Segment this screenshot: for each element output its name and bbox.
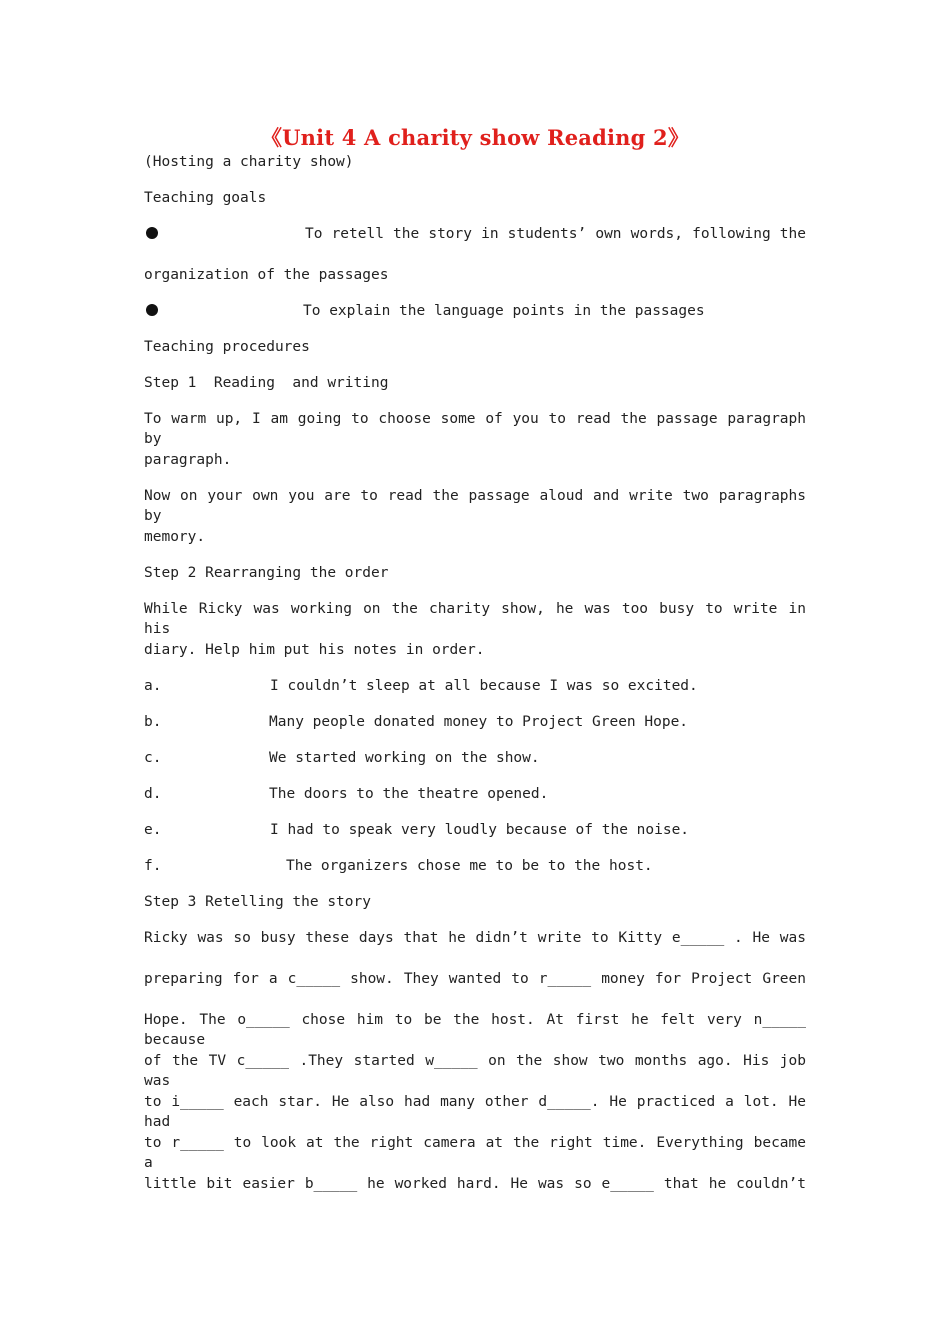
item-letter: d. <box>144 786 162 802</box>
teaching-goals-heading: Teaching goals <box>144 190 267 206</box>
goal-2: To explain the language points in the passages <box>303 303 705 319</box>
retell-line: preparing for a c_____ show. They wanted to r_____ money for Project Green <box>144 971 806 987</box>
teaching-procedures-heading: Teaching procedures <box>144 339 310 355</box>
item-letter: b. <box>144 714 162 730</box>
goal-1-line-1: To retell the story in students’ own words, following the <box>305 226 806 242</box>
bullet-icon <box>146 304 158 316</box>
step-3-heading: Step 3 Retelling the story <box>144 894 371 910</box>
item-text: I couldn’t sleep at all because I was so excited. <box>270 678 698 694</box>
step-2-heading: Step 2 Rearranging the order <box>144 565 389 581</box>
bullet-icon <box>146 227 158 239</box>
item-text: We started working on the show. <box>269 750 540 766</box>
step-1-heading: Step 1 Reading and writing <box>144 375 389 391</box>
item-text: The doors to the theatre opened. <box>269 786 549 802</box>
retell-line: to r_____ to look at the right camera at the right time. Everything became a <box>144 1135 806 1171</box>
item-text: The organizers chose me to be to the host. <box>286 858 653 874</box>
item-letter: f. <box>144 858 162 874</box>
retell-line: Ricky was so busy these days that he didn’t write to Kitty e_____ . He was <box>144 930 806 946</box>
retell-line: to i_____ each star. He also had many other d_____. He practiced a lot. He had <box>144 1094 806 1130</box>
step-1-paragraph-1-line-2: paragraph. <box>144 452 232 468</box>
item-letter: a. <box>144 678 162 694</box>
retell-line: of the TV c_____ .They started w_____ on the show two months ago. His job was <box>144 1053 806 1089</box>
retell-line: little bit easier b_____ he worked hard. He was so e_____ that he couldn’t <box>144 1176 806 1192</box>
item-text: Many people donated money to Project Green Hope. <box>269 714 689 730</box>
subtitle: (Hosting a charity show) <box>144 154 354 170</box>
step-2-intro-line-2: diary. Help him put his notes in order. <box>144 642 485 658</box>
item-text: I had to speak very loudly because of the noise. <box>270 822 690 838</box>
step-1-paragraph-2-line-1: Now on your own you are to read the passage aloud and write two paragraphs by <box>144 488 806 524</box>
goal-1-line-2: organization of the passages <box>144 267 389 283</box>
step-1-paragraph-2-line-2: memory. <box>144 529 206 545</box>
item-letter: c. <box>144 750 162 766</box>
item-letter: e. <box>144 822 162 838</box>
page-title: 《Unit 4 A charity show Reading 2》 <box>260 125 690 150</box>
step-1-paragraph-1-line-1: To warm up, I am going to choose some of you to read the passage paragraph by <box>144 411 806 447</box>
retell-line: Hope. The o_____ chose him to be the host. At first he felt very n_____ because <box>144 1012 806 1048</box>
step-2-intro-line-1: While Ricky was working on the charity show, he was too busy to write in his <box>144 601 806 637</box>
